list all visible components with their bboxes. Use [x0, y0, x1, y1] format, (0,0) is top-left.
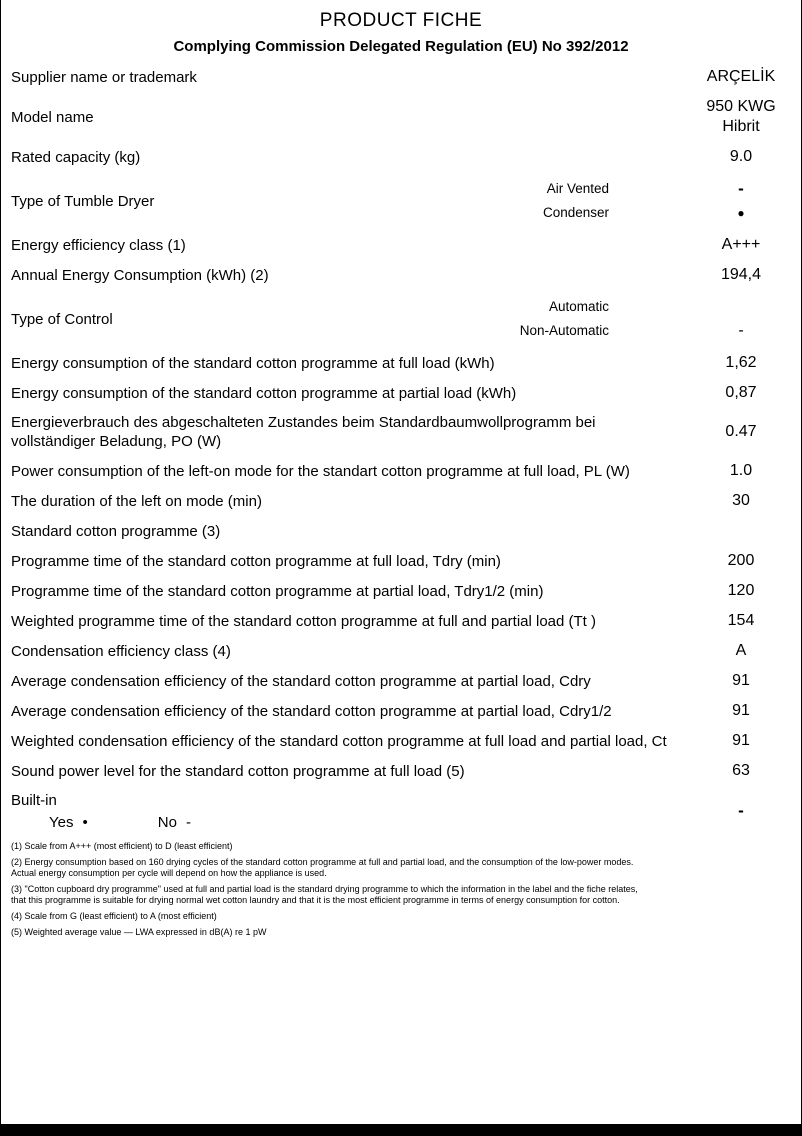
row-value: 91 [732, 672, 750, 689]
option-line [449, 201, 791, 225]
table-row [11, 235, 791, 255]
row-label: Energieverbrauch des abgeschalteten Zustandes beim Standardbaumwollprogramm bei vollständiger Beladung, PO (W) [11, 414, 596, 450]
table-row [11, 265, 791, 285]
value-line [691, 383, 791, 403]
row-value: A [735, 642, 747, 659]
row-value: 154 [727, 612, 755, 629]
row-value: A+++ [721, 236, 761, 253]
row-label: Rated capacity (kg) [11, 148, 141, 166]
table-row [11, 491, 791, 511]
row-value-cell [691, 383, 791, 403]
table-row [11, 701, 791, 721]
value-line [691, 581, 791, 601]
row-value-cell [691, 801, 791, 821]
row-label-cell [11, 791, 691, 831]
table-row [11, 177, 791, 225]
row-value: 120 [727, 582, 755, 599]
table-row [11, 581, 791, 601]
table-row [11, 461, 791, 481]
value-line [691, 671, 791, 691]
row-label: Weighted condensation efficiency of the standard cotton programme at full load and partial load, Ct [11, 732, 667, 750]
value-line [691, 641, 791, 661]
row-label: Energy efficiency class (1) [11, 236, 186, 254]
value-line [691, 701, 791, 721]
built-in-legend [49, 814, 683, 831]
option-line [449, 177, 791, 201]
option-line [449, 319, 791, 343]
row-label: Average condensation efficiency of the standard cotton programme at partial load, Cdry1/2 [11, 702, 612, 720]
row-value-cell [691, 265, 791, 285]
row-value: 0,87 [725, 384, 757, 401]
row-label-cell [11, 236, 691, 255]
value-line [691, 97, 791, 137]
row-value-cell [691, 491, 791, 511]
row-value: 63 [732, 762, 750, 779]
table-row [11, 383, 791, 403]
value-line [691, 731, 791, 751]
row-value-cell [691, 461, 791, 481]
value-line [691, 67, 791, 87]
value-line [691, 521, 791, 541]
row-label: Power consumption of the left-on mode for the standart cotton programme at full load, PL (W) [11, 462, 630, 480]
value-line [691, 611, 791, 631]
legend-no-dash-icon: - [185, 814, 191, 831]
legend-no-label: No [157, 814, 177, 831]
selected-dot-icon: ● [737, 206, 745, 220]
row-value: 9.0 [729, 148, 753, 165]
row-label-cell [11, 732, 691, 751]
row-value: 30 [732, 492, 750, 509]
table-row [11, 521, 791, 541]
option-label: Air Vented [546, 181, 609, 196]
footnote: (2) Energy consumption based on 160 drying cycles of the standard cotton programme at full and partial load, and the consumption of the low-power modes. Actual energy consumption per cycle will depend on how the appliance is used. [11, 857, 634, 878]
option-label: Non-Automatic [519, 323, 609, 338]
dash-mark: - [738, 179, 744, 198]
bottom-border-bar [1, 1124, 801, 1136]
footnotes-section [11, 841, 791, 938]
value-line [691, 147, 791, 167]
table-row [11, 671, 791, 691]
value-line [691, 491, 791, 511]
row-label: Sound power level for the standard cotton programme at full load (5) [11, 762, 465, 780]
row-label-cell [11, 310, 449, 329]
row-label: Standard cotton programme (3) [11, 522, 221, 540]
row-value: 1,62 [725, 354, 757, 371]
table-row [11, 611, 791, 631]
row-label: Programme time of the standard cotton programme at full load, Tdry (min) [11, 552, 501, 570]
row-value-cell [691, 611, 791, 631]
row-label-cell [11, 762, 691, 781]
value-line [691, 235, 791, 255]
footnote: (4) Scale from G (least efficient) to A (most efficient) [11, 911, 217, 921]
fiche-table [11, 67, 791, 831]
page-title: PRODUCT FICHE [319, 10, 483, 31]
row-value-cell [691, 521, 791, 541]
row-label: Weighted programme time of the standard cotton programme at full and partial load (Tt ) [11, 612, 597, 630]
row-value-cell [691, 97, 791, 137]
row-label: Average condensation efficiency of the standard cotton programme at partial load, Cdry [11, 672, 591, 690]
row-value-cell [691, 701, 791, 721]
footnote: (5) Weighted average value — LWA expressed in dB(A) re 1 pW [11, 927, 267, 937]
row-label-cell [11, 108, 691, 127]
row-value: ARÇELİK [706, 68, 776, 85]
row-label-cell [11, 582, 691, 601]
row-label-cell [11, 492, 691, 511]
row-label-cell [11, 266, 691, 285]
row-label-cell [11, 552, 691, 571]
row-value-cell [691, 147, 791, 167]
row-value: 0.47 [725, 423, 757, 440]
row-label: Energy consumption of the standard cotton programme at partial load (kWh) [11, 384, 517, 402]
row-label-cell [11, 68, 691, 87]
value-line [691, 265, 791, 285]
row-label: Type of Tumble Dryer [11, 192, 155, 210]
footnote: (3) "Cotton cupboard dry programme" used at full and partial load is the standard drying programme to which the information in the label and the fiche relates, that this programme is suitable for drying normal wet cotton laundry and that it is the most efficient programme in terms of energy consumption for cotton. [11, 884, 638, 905]
row-value: 1.0 [729, 462, 753, 479]
row-label: Supplier name or trademark [11, 68, 197, 86]
row-value-cell [449, 295, 791, 343]
row-value-cell [691, 581, 791, 601]
row-label: The duration of the left on mode (min) [11, 492, 262, 510]
value-line [691, 353, 791, 373]
row-value-cell [691, 67, 791, 87]
row-label-cell [11, 413, 691, 451]
table-row [11, 97, 791, 137]
row-value-cell [691, 641, 791, 661]
row-value-cell [691, 731, 791, 751]
row-value: 91 [732, 702, 750, 719]
row-value-cell [691, 422, 791, 442]
row-label-cell [11, 354, 691, 373]
legend-yes-label: Yes [49, 814, 74, 831]
row-value-cell [449, 177, 791, 225]
dash-mark: - [738, 322, 744, 339]
row-value: 200 [727, 552, 755, 569]
row-label-cell [11, 642, 691, 661]
row-label: Model name [11, 108, 94, 126]
table-row [11, 413, 791, 451]
row-label: Energy consumption of the standard cotton programme at full load (kWh) [11, 354, 495, 372]
value-line [691, 422, 791, 442]
row-label: Type of Control [11, 310, 113, 328]
row-label: Programme time of the standard cotton programme at partial load, Tdry1/2 (min) [11, 582, 544, 600]
row-value: 950 KWG Hibrit [706, 98, 776, 135]
value-line [691, 461, 791, 481]
row-label: Annual Energy Consumption (kWh) (2) [11, 266, 269, 284]
row-label-cell [11, 384, 691, 403]
row-value-cell [691, 353, 791, 373]
row-label-cell [11, 672, 691, 691]
row-label-cell [11, 702, 691, 721]
table-row [11, 551, 791, 571]
row-label-cell [11, 612, 691, 631]
table-row [11, 641, 791, 661]
row-label-cell [11, 462, 691, 481]
table-row [11, 761, 791, 781]
table-row [11, 353, 791, 373]
row-value: 91 [732, 732, 750, 749]
footnote: (1) Scale from A+++ (most efficient) to D (least efficient) [11, 841, 233, 851]
table-row [11, 791, 791, 831]
row-label: Built-in [11, 792, 57, 809]
row-label-cell [11, 192, 449, 211]
row-value: 194,4 [720, 266, 762, 283]
table-row [11, 295, 791, 343]
legend-yes-dot-icon: • [82, 814, 88, 831]
table-row [11, 147, 791, 167]
row-value-cell [691, 671, 791, 691]
row-value-cell [691, 235, 791, 255]
table-row [11, 731, 791, 751]
value-line [691, 801, 791, 821]
value-line [691, 551, 791, 571]
option-line [449, 295, 791, 319]
option-label: Automatic [548, 299, 609, 314]
row-label-cell [11, 522, 691, 541]
option-label: Condenser [542, 205, 609, 220]
dash-mark: - [738, 801, 744, 820]
row-label: Condensation efficiency class (4) [11, 642, 231, 660]
row-label-cell [11, 148, 691, 167]
regulation-subtitle: Complying Commission Delegated Regulation (EU) No 392/2012 [173, 38, 629, 55]
row-value-cell [691, 761, 791, 781]
value-line [691, 761, 791, 781]
table-row [11, 67, 791, 87]
row-value-cell [691, 551, 791, 571]
